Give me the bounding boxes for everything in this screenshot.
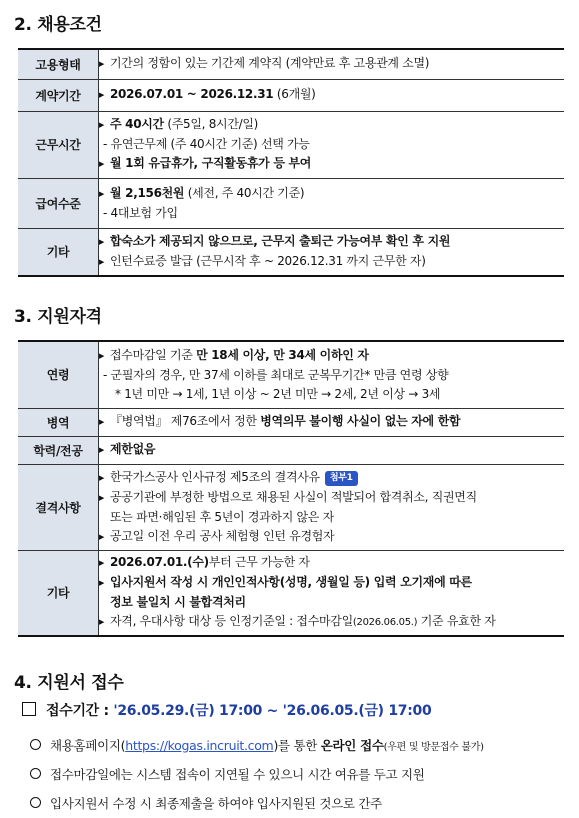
list-item: 접수마감일에는 시스템 접속이 지연될 수 있으니 시간 여유를 두고 지원 (30, 765, 425, 783)
triangle-bullet-icon: ▶ (99, 237, 105, 246)
section-3-title: 3. 지원자격 (14, 307, 102, 327)
checkbox-square-icon (22, 702, 36, 716)
row-label: 결격사항 (18, 464, 99, 550)
table-row: 결격사항 ▶ 한국가스공사 인사규정 제5조의 결격사유 첨부1 ▶ 공공기관에 부정한 방법으로 채용된 사실이 적발되어 합격취소, 직권면직 또는 파면·해임된 후 5년이 경과하지 않은 자 ▶ 공고일 이전 우리 공사 체험형 인턴 유경험자 (18, 464, 564, 550)
table-row: 병역 ▶ 『병역법』 제76조에서 정한 병역의무 불이행 사실이 없는 자에 한함 (18, 408, 564, 436)
triangle-bullet-icon: ▶ (99, 160, 105, 168)
application-period: 접수기간 : '26.05.29.(금) 17:00 ~ '26.06.05.(금) 17:00 (22, 700, 431, 720)
row-label: 기타 (18, 550, 99, 636)
triangle-bullet-icon: ▶ (99, 532, 105, 541)
row-label: 학력/전공 (18, 436, 99, 464)
circle-bullet-icon (30, 797, 41, 808)
table-row: 연령 ▶ 접수마감일 기준 만 18세 이상, 만 34세 이하인 자 - 군필자의 경우, 만 37세 이하를 최대로 군복무기간* 만큼 연령 상향 * 1년 미만 → 1세, 1년 이상 ~ 2년 미만 → 2세, 2년 이상 → 3세 (18, 341, 564, 408)
row-label: 계약기간 (18, 79, 99, 111)
circle-bullet-icon (30, 768, 41, 779)
period-value: '26.05.29.(금) 17:00 ~ '26.06.05.(금) 17:00 (113, 703, 432, 719)
list-item: 입사지원서 수정 시 최종제출을 하여야 입사지원된 것으로 간주 (30, 794, 382, 812)
employment-conditions-table (18, 48, 564, 277)
section-2-title: 2. 채용조건 (14, 15, 102, 35)
attachment-badge: 첨부1 (325, 471, 358, 486)
table-row: 기타 ▶ 합숙소가 제공되지 않으므로, 근무지 출퇴근 가능여부 확인 후 지원 ▶ 인턴수료증 발급 (근무시작 후 ~ 2026.12.31 까지 근무한 자) (18, 228, 564, 276)
row-label: 연령 (18, 341, 99, 408)
row-label: 고용형태 (18, 49, 99, 79)
table-row: 학력/전공 ▶ 제한없음 (18, 436, 564, 464)
row-label: 급여수준 (18, 178, 99, 228)
table-row: 근무시간 ▶ 주 40시간 (주5일, 8시간/일) - 유연근무제 (주 40시간 기준) 선택 가능 ▶ 월 1회 유급휴가, 구직활동휴가 등 부여 (18, 111, 564, 178)
triangle-bullet-icon: ▶ (99, 189, 105, 198)
triangle-bullet-icon: ▶ (99, 351, 105, 360)
triangle-bullet-icon: ▶ (99, 418, 105, 426)
triangle-bullet-icon: ▶ (99, 493, 105, 502)
circle-bullet-icon (30, 739, 41, 750)
list-item: 채용홈페이지(https://kogas.incruit.com)를 통한 온라인 접수(우편 및 방문접수 불가) (30, 736, 484, 754)
section-4-title: 4. 지원서 접수 (14, 673, 124, 693)
triangle-bullet-icon: ▶ (99, 446, 105, 454)
recruit-homepage-link[interactable]: https://kogas.incruit.com (125, 738, 274, 753)
triangle-bullet-icon: ▶ (99, 559, 105, 568)
triangle-bullet-icon: ▶ (99, 473, 105, 482)
triangle-bullet-icon: ▶ (99, 60, 105, 69)
triangle-bullet-icon: ▶ (99, 618, 105, 627)
row-label: 기타 (18, 228, 99, 276)
triangle-bullet-icon: ▶ (99, 257, 105, 266)
triangle-bullet-icon: ▶ (99, 579, 105, 588)
table-row: 계약기간 ▶ 2026.07.01 ~ 2026.12.31 (6개월) (18, 79, 564, 111)
table-row: 급여수준 ▶ 월 2,156천원 (세전, 주 40시간 기준) - 4대보험 가입 (18, 178, 564, 228)
table-row: 기타 ▶ 2026.07.01.(수)부터 근무 가능한 자 ▶ 입사지원서 작성 시 개인인적사항(성명, 생월일 등) 입력 오기재에 따른 정보 불일치 시 불합격처리 ▶ 자격, 우대사항 대상 등 인정기준일 : 접수마감일(2026.06.05.) 기준 유효한 자 (18, 550, 564, 636)
row-label: 병역 (18, 408, 99, 436)
triangle-bullet-icon: ▶ (99, 121, 105, 129)
triangle-bullet-icon: ▶ (99, 91, 105, 99)
eligibility-table (18, 340, 564, 637)
row-label: 근무시간 (18, 111, 99, 178)
table-row: 고용형태 ▶ 기간의 정함이 있는 기간제 계약직 (계약만료 후 고용관계 소멸) (18, 49, 564, 79)
